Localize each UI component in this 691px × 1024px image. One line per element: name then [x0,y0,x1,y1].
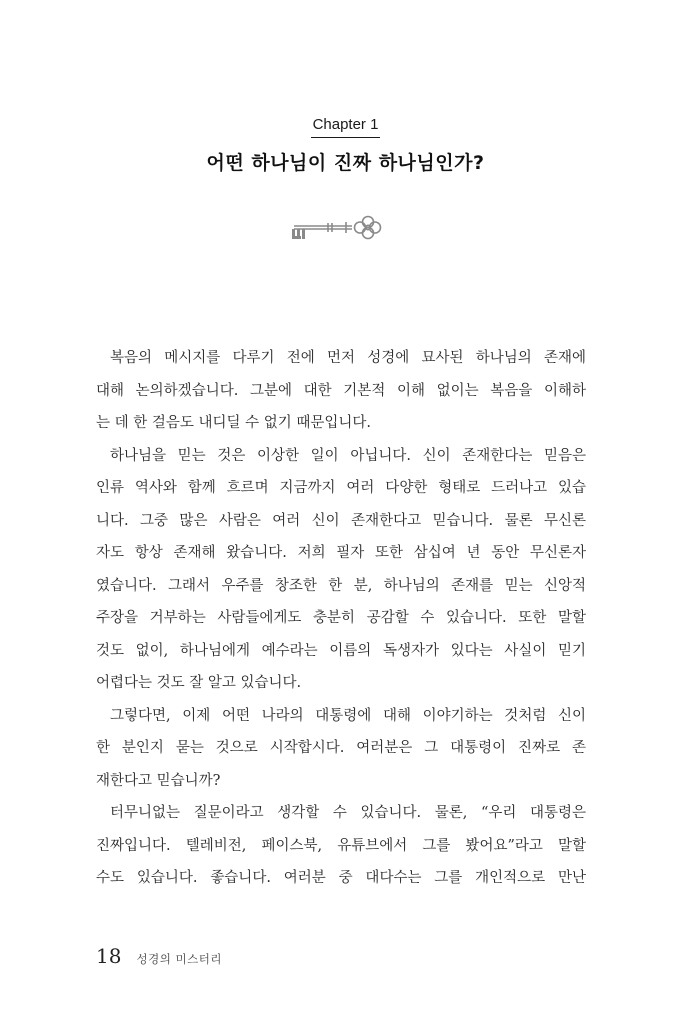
key-icon [288,214,382,242]
paragraph-line: 복음의 메시지를 다루기 전에 먼저 성경에 묘사된 하나님의 존재에 [110,350,586,366]
paragraph-line: 한 분인지 묻는 것으로 시작합시다. 여러분은 그 대통령이 진짜로 존 [96,740,586,756]
paragraph-line: 인류 역사와 함께 흐르며 지금까지 여러 다양한 형태로 드러나고 있습 [96,480,586,496]
running-title: 성경의 미스터리 [136,952,222,966]
paragraph-line: 주장을 거부하는 사람들에게도 충분히 공감할 수 있습니다. 또한 말할 [96,610,586,626]
paragraph-line: 그렇다면, 이제 어떤 나라의 대통령에 대해 이야기하는 것처럼 신이 [110,707,586,724]
paragraph-line: 자도 항상 존재해 왔습니다. 저희 필자 또한 삼십여 년 동안 무신론자 [96,545,586,561]
body-text [96,342,586,895]
chapter-label [0,116,691,138]
chapter-title: 어떤 하나님이 진짜 하나님인가? [206,152,485,174]
page-footer [96,944,222,968]
chapter-number: Chapter 1 [311,116,381,138]
paragraph-line: 였습니다. 그래서 우주를 창조한 한 분, 하나님의 존재를 믿는 신앙적 [96,577,586,594]
paragraph-line: 니다. 그중 많은 사람은 여러 신이 존재한다고 믿습니다. 물론 무신론 [96,512,586,529]
paragraph-line: 대해 논의하겠습니다. 그분에 대한 기본적 이해 없이는 복음을 이해하 [96,382,586,399]
paragraph-line: 수도 있습니다. 좋습니다. 여러분 중 대다수는 그를 개인적으로 만난 [96,870,586,886]
paragraph-line: 하나님을 믿는 것은 이상한 일이 아닙니다. 신이 존재한다는 믿음은 [110,447,586,464]
paragraph-line: 것도 없이, 하나님에게 예수라는 이름의 독생자가 있다는 사실이 믿기 [96,642,586,659]
paragraph-line: 어렵다는 것도 잘 알고 있습니다. [96,675,302,691]
paragraph-line: 터무니없는 질문이라고 생각할 수 있습니다. 물론, “우리 대통령은 [110,805,586,821]
paragraph-line: 진짜입니다. 텔레비전, 페이스북, 유튜브에서 그를 봤어요”라고 말할 [96,837,586,854]
page-number: 18 [96,944,122,968]
paragraph-line: 는 데 한 걸음도 내디딜 수 없기 때문입니다. [96,415,371,431]
paragraph-line: 재한다고 믿습니까? [96,772,221,789]
